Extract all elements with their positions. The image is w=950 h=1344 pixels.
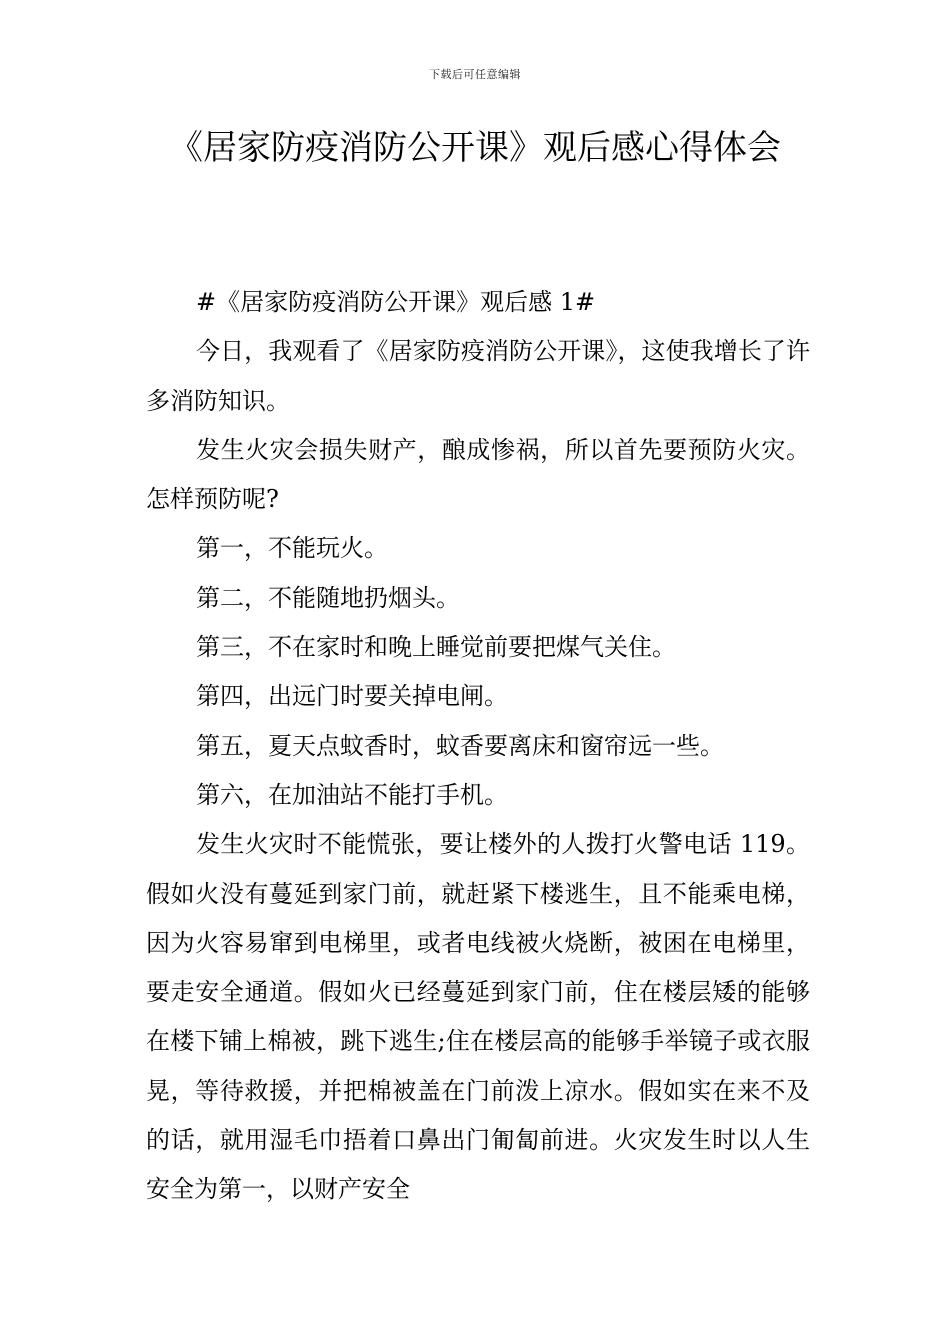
paragraph: 发生火灾时不能慌张，要让楼外的人拨打火警电话 119。假如火没有蔓延到家门前，就赶紧下楼逃生，且不能乘电梯，因为火容易窜到电梯里，或者电线被火烧断，被困在电梯里，要走安全通道。假如火已经蔓延到家门前，住在楼层矮的能够在楼下铺上棉被，跳下逃生;住在楼层高的能够手举镜子或衣服晃，等待救援，并把棉被盖在门前泼上凉水。假如实在来不及的话，就用湿毛巾捂着口鼻出门匍匐前进。火灾发生时以人生安全为第一，以财产安全 — [146, 830, 810, 1204]
list-item: 第五，夏天点蚊香时，蚊香要离床和窗帘远一些。 — [196, 731, 724, 760]
document-title: 《居家防疫消防公开课》观后感心得体会 — [169, 128, 781, 168]
document-body — [146, 278, 810, 1215]
list-item: 第三，不在家时和晚上睡觉前要把煤气关住。 — [196, 633, 676, 662]
section-heading: #《居家防疫消防公开课》观后感 1# — [196, 288, 596, 316]
paragraph: 发生火灾会损失财产，酿成惨祸，所以首先要预防火灾。怎样预防呢? — [146, 435, 810, 514]
paragraph: 今日，我观看了《居家防疫消防公开课》，这使我增长了许多消防知识。 — [146, 337, 810, 415]
list-item: 第二，不能随地扔烟头。 — [196, 583, 460, 612]
list-item: 第六，在加油站不能打手机。 — [196, 780, 508, 809]
list-item: 第一，不能玩火。 — [196, 534, 388, 563]
list-item: 第四，出远门时要关掉电闸。 — [196, 682, 508, 711]
header-note: 下载后可任意编辑 — [429, 68, 521, 81]
